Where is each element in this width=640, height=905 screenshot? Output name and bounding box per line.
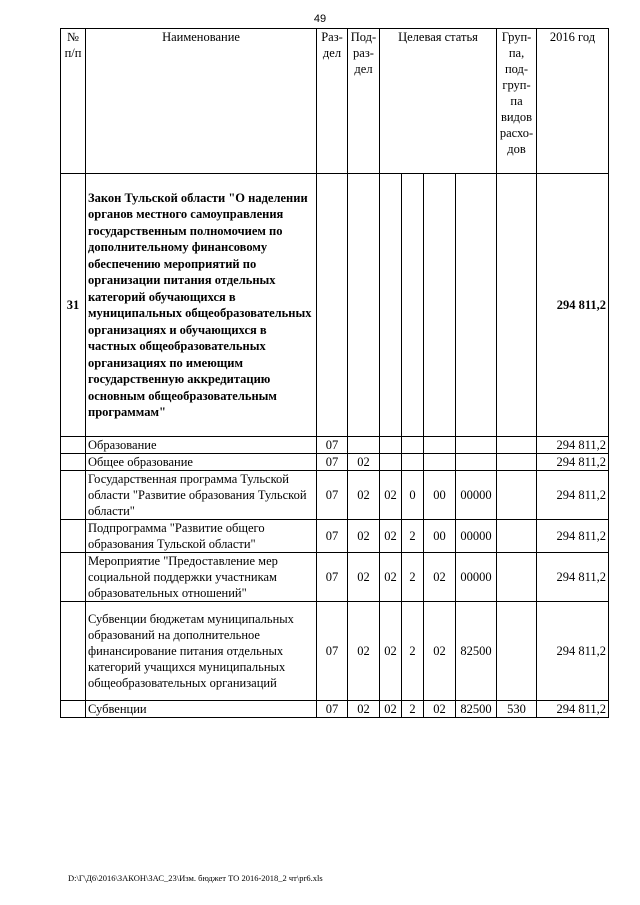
row-amount: 294 811,2 — [537, 520, 609, 553]
row-target-event: 02 — [424, 553, 456, 602]
row-target-program: 02 — [380, 471, 402, 520]
row-name: Подпрограмма "Развитие общего образования Тульской области" — [86, 520, 317, 553]
row-name: Мероприятие "Предоставление мер социальной поддержки участникам образовательных отношений" — [86, 553, 317, 602]
row-subsection: 02 — [348, 701, 380, 718]
row-amount: 294 811,2 — [537, 471, 609, 520]
row-target-program: 02 — [380, 602, 402, 701]
row-target-program: 02 — [380, 701, 402, 718]
table-row — [61, 437, 609, 454]
row-name: Государственная программа Тульской области "Развитие образования Тульской области" — [86, 471, 317, 520]
table-row — [61, 553, 609, 602]
file-path-footer: D:\Г\Д6\2016\ЗАКОН\ЗАС_23\Изм. бюджет ТО 2016-2018_2 чт\pr6.xls — [68, 873, 323, 883]
row-name: Субвенции — [86, 701, 317, 718]
row-target-program: 02 — [380, 520, 402, 553]
row-section: 07 — [317, 701, 348, 718]
row-section: 07 — [317, 520, 348, 553]
header-num: № п/п — [61, 29, 86, 174]
table-row — [61, 602, 609, 701]
row-target-code: 82500 — [456, 602, 497, 701]
row-target-subprogram: 2 — [402, 602, 424, 701]
row-target-code: 00000 — [456, 471, 497, 520]
row-amount: 294 811,2 — [537, 701, 609, 718]
row-target-event: 02 — [424, 701, 456, 718]
law-name: Закон Тульской области "О наделении органов местного самоуправления государственным полномочием по дополнительному финансовому обеспечению мероприятий по организации питания отдельных категорий обучающихся в муниципальных общеобразовательных организациях и обучающихся в частных общеобразовательных организациях по имеющим государственную аккредитацию основным общеобразовательным программам" — [86, 174, 317, 437]
table-row — [61, 471, 609, 520]
header-row — [61, 29, 609, 174]
law-num: 31 — [61, 174, 86, 437]
row-target-code: 00000 — [456, 553, 497, 602]
header-name: Наименование — [86, 29, 317, 174]
budget-table — [60, 28, 609, 718]
row-subsection: 02 — [348, 553, 380, 602]
row-target-code: 82500 — [456, 701, 497, 718]
row-amount: 294 811,2 — [537, 437, 609, 454]
row-subsection: 02 — [348, 454, 380, 471]
row-target-event: 00 — [424, 471, 456, 520]
row-target-subprogram: 2 — [402, 701, 424, 718]
row-section: 07 — [317, 454, 348, 471]
header-group: Груп-па, под-груп-па видов расхо-дов — [497, 29, 537, 174]
table-row — [61, 701, 609, 718]
row-target-subprogram: 2 — [402, 520, 424, 553]
row-section: 07 — [317, 437, 348, 454]
row-name: Общее образование — [86, 454, 317, 471]
row-subsection: 02 — [348, 471, 380, 520]
row-amount: 294 811,2 — [537, 553, 609, 602]
row-section: 07 — [317, 471, 348, 520]
row-section: 07 — [317, 602, 348, 701]
row-target-code: 00000 — [456, 520, 497, 553]
header-target: Целевая статья — [380, 29, 497, 174]
law-row — [61, 174, 609, 437]
row-amount: 294 811,2 — [537, 602, 609, 701]
row-target-program: 02 — [380, 553, 402, 602]
row-name: Субвенции бюджетам муниципальных образований на дополнительное финансирование питания отдельных категорий учащихся муниципальных общеобразовательных организаций — [86, 602, 317, 701]
table-row — [61, 520, 609, 553]
row-target-event: 00 — [424, 520, 456, 553]
table-row — [61, 454, 609, 471]
page-number: 49 — [313, 13, 327, 25]
row-subsection: 02 — [348, 602, 380, 701]
row-subsection: 02 — [348, 520, 380, 553]
row-amount: 294 811,2 — [537, 454, 609, 471]
header-section: Раз-дел — [317, 29, 348, 174]
row-subsection — [348, 437, 380, 454]
row-expense-group: 530 — [497, 701, 537, 718]
header-subsection: Под-раз-дел — [348, 29, 380, 174]
law-amount: 294 811,2 — [537, 174, 609, 437]
header-year: 2016 год — [537, 29, 609, 174]
row-target-event: 02 — [424, 602, 456, 701]
row-name: Образование — [86, 437, 317, 454]
row-section: 07 — [317, 553, 348, 602]
row-target-subprogram: 0 — [402, 471, 424, 520]
row-target-subprogram: 2 — [402, 553, 424, 602]
